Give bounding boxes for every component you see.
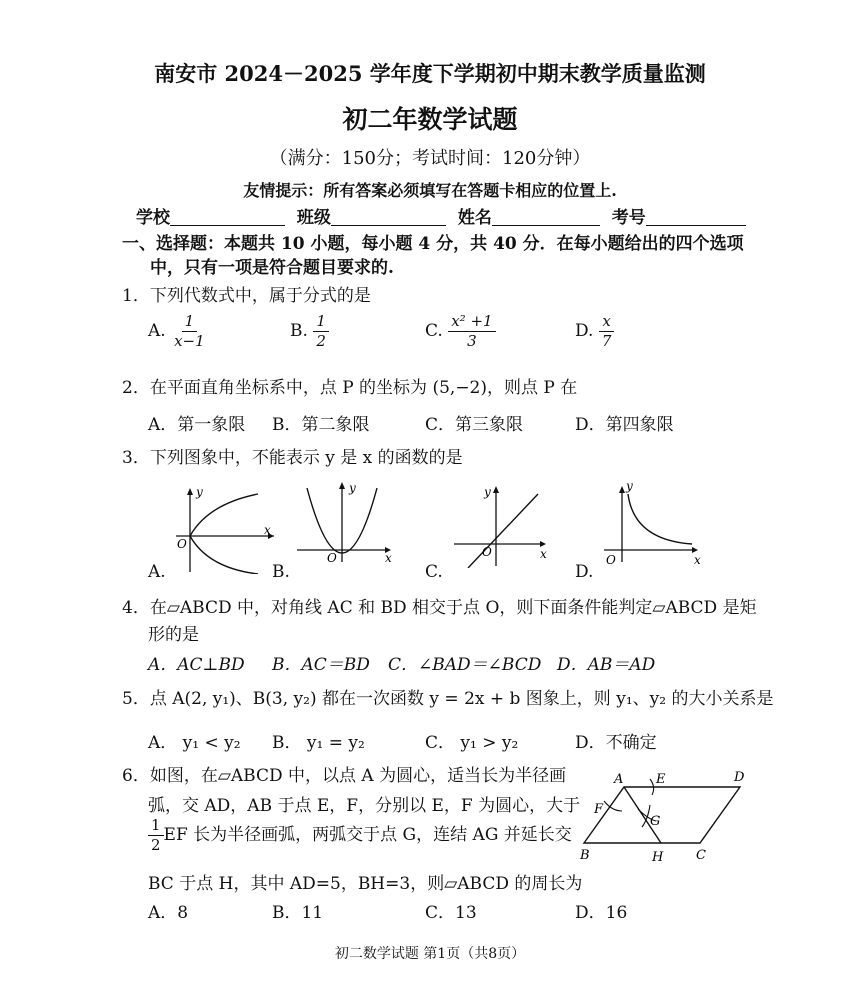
stem-text: EF 长为半径画弧，两弧交于点 G，连结 AG 并延长交 bbox=[163, 824, 572, 845]
parallelogram-abcd bbox=[584, 787, 740, 843]
q3-option-d: D. bbox=[575, 562, 594, 582]
q3-option-b: B. bbox=[272, 562, 290, 582]
school-label: 学校 bbox=[136, 208, 170, 228]
origin-label: O bbox=[482, 545, 492, 559]
denominator: 2 bbox=[316, 331, 326, 350]
q5-option-c: C． y₁ > y₂ bbox=[425, 733, 519, 753]
x-label: x bbox=[385, 551, 392, 564]
q6-parallelogram-figure bbox=[578, 765, 758, 870]
label-b: B bbox=[580, 848, 590, 863]
label-f: F bbox=[594, 802, 604, 817]
y-arrow bbox=[619, 486, 625, 493]
exam-title: 南安市 2024－2025 学年度下学期初中期末教学质量监测 bbox=[154, 61, 706, 86]
y-label: y bbox=[196, 485, 203, 499]
q3-option-a: A. bbox=[148, 562, 166, 582]
q4-option-d: D．AB＝AD bbox=[557, 655, 656, 675]
y-label: y bbox=[626, 479, 633, 493]
q1-option-a bbox=[148, 312, 208, 351]
q1-option-d bbox=[575, 312, 614, 351]
q6-option-b: B．11 bbox=[272, 903, 324, 923]
question-4-stem: 4．在▱ABCD 中，对角线 AC 和 BD 相交于点 O，则下面条件能判定▱ABCD 是矩 bbox=[122, 598, 757, 618]
denominator: 7 bbox=[601, 331, 612, 350]
question-6-stem-line2: 弧，交 AD，AB 于点 E，F，分别以 E，F 为圆心，大于 bbox=[148, 796, 581, 816]
q3-graph-b bbox=[293, 478, 403, 564]
q4-option-b: B．AC＝BD bbox=[272, 655, 370, 675]
q3-option-c: C. bbox=[425, 562, 443, 582]
q2-option-d: D．第四象限 bbox=[575, 415, 674, 435]
q4-option-a: A．AC⊥BD bbox=[148, 655, 245, 675]
option-label: A. bbox=[148, 320, 166, 341]
id-blank bbox=[646, 207, 746, 226]
q5-option-a: A． y₁ < y₂ bbox=[148, 733, 241, 753]
question-2-stem: 2．在平面直角坐标系中，点 P 的坐标为 (5,−2)，则点 P 在 bbox=[122, 378, 578, 398]
label-h: H bbox=[652, 850, 664, 865]
name-blank bbox=[492, 207, 600, 226]
fraction bbox=[313, 312, 329, 351]
page-footer: 初二数学试题 第1页（共8页） bbox=[334, 946, 526, 962]
q2-option-b: B．第二象限 bbox=[272, 415, 370, 435]
q5-option-b: B． y₁ = y₂ bbox=[272, 733, 365, 753]
q6-option-a: A．8 bbox=[148, 903, 189, 923]
id-label: 考号 bbox=[611, 208, 646, 228]
numerator: x² +1 bbox=[448, 312, 495, 332]
numerator: 1 bbox=[182, 312, 198, 332]
denominator: 2 bbox=[151, 835, 161, 854]
x-label: x bbox=[264, 523, 271, 537]
y-label: y bbox=[349, 481, 356, 495]
y-arrow bbox=[339, 482, 345, 489]
origin-label: O bbox=[606, 553, 616, 567]
label-c: C bbox=[696, 848, 706, 863]
class-blank bbox=[331, 207, 446, 226]
q6-option-d: D．16 bbox=[575, 903, 628, 923]
label-d: D bbox=[734, 770, 745, 785]
label-a: A bbox=[614, 772, 624, 787]
name-label: 姓名 bbox=[457, 208, 492, 228]
numerator: 1 bbox=[313, 312, 329, 332]
q4-option-c: C．∠BAD＝∠BCD bbox=[388, 655, 542, 675]
origin-label: O bbox=[327, 551, 337, 564]
lower-curve bbox=[190, 536, 258, 574]
exam-info: （满分：150分；考试时间：120分钟） bbox=[269, 148, 591, 169]
question-4-stem-line2: 形的是 bbox=[148, 625, 199, 645]
half-fraction bbox=[148, 816, 164, 855]
option-label: D. bbox=[575, 320, 594, 341]
hyperbola bbox=[628, 494, 692, 544]
question-5-stem: 5．点 A(2, y₁)、B(3, y₂) 都在一次函数 y = 2x + b 图象上，则 y₁、y₂ 的大小关系是 bbox=[122, 689, 774, 709]
section-heading: 一、选择题：本题共 10 小题，每小题 4 分，共 40 分．在每小题给出的四个选项 bbox=[122, 234, 744, 254]
x-label: x bbox=[694, 553, 701, 567]
y-label: y bbox=[484, 485, 491, 499]
q1-option-b bbox=[290, 312, 329, 351]
q1-option-c bbox=[425, 312, 496, 351]
class-label: 班级 bbox=[296, 208, 331, 228]
line-graph bbox=[468, 494, 538, 568]
q6-option-c: C．13 bbox=[425, 903, 477, 923]
option-label: B. bbox=[290, 320, 308, 341]
exam-tip: 友情提示：所有答案必须填写在答题卡相应的位置上. bbox=[243, 181, 617, 200]
q5-option-d: D．不确定 bbox=[575, 733, 657, 753]
student-info-fields bbox=[136, 203, 746, 228]
x-label: x bbox=[540, 547, 547, 561]
denominator: x−1 bbox=[174, 331, 205, 350]
question-3-stem: 3．下列图象中，不能表示 y 是 x 的函数的是 bbox=[122, 448, 463, 468]
school-blank bbox=[170, 207, 285, 226]
q3-graph-a bbox=[170, 482, 280, 574]
y-arrow bbox=[187, 488, 193, 495]
q2-option-a: A．第一象限 bbox=[148, 415, 246, 435]
q3-graph-c bbox=[450, 482, 560, 568]
q2-option-c: C．第三象限 bbox=[425, 415, 524, 435]
label-g: G bbox=[650, 814, 661, 829]
question-6-stem-line4: BC 于点 H，其中 AD=5，BH=3，则▱ABCD 的周长为 bbox=[148, 874, 583, 894]
question-6-stem: 6．如图，在▱ABCD 中，以点 A 为圆心，适当长为半径画 bbox=[122, 766, 567, 786]
denominator: 3 bbox=[467, 331, 477, 350]
question-1-stem: 1．下列代数式中，属于分式的是 bbox=[122, 286, 371, 306]
question-6-stem-line3 bbox=[148, 816, 572, 855]
numerator: 1 bbox=[148, 816, 164, 836]
numerator: x bbox=[599, 312, 613, 332]
exam-subtitle: 初二年数学试题 bbox=[342, 105, 518, 134]
option-label: C. bbox=[425, 320, 443, 341]
section-heading-line2: 中，只有一项是符合题目要求的. bbox=[150, 258, 394, 278]
fraction bbox=[599, 312, 615, 351]
label-e: E bbox=[656, 772, 666, 787]
upper-curve bbox=[190, 494, 258, 536]
q3-graph-d bbox=[600, 478, 710, 568]
fraction bbox=[171, 312, 208, 351]
origin-label: O bbox=[177, 537, 187, 551]
fraction bbox=[448, 312, 495, 351]
y-arrow bbox=[493, 486, 499, 493]
